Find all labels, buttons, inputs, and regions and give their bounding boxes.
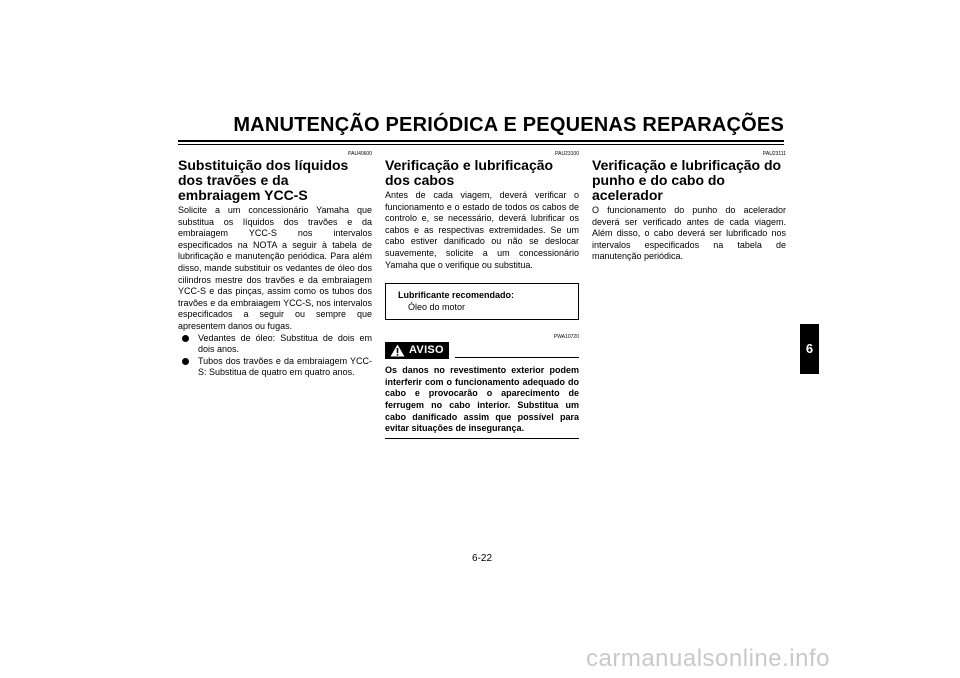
list-item-text: Tubos dos travões e da embraiagem YCC-S: Substitua de quatro em quatro anos. (198, 355, 372, 378)
warning-text: Os danos no revestimento exterior podem interferir com o funcionamento adequado do cabo e provocarão o aparecimento de ferrugem no cabo interior. Substitua um cabo danificado assim que possível para evitar situações de insegurança. (385, 365, 579, 434)
column-cables (385, 150, 579, 439)
section-body: Antes de cada viagem, deverá verificar o funcionamento e o estado de todos os cabos de controlo e, se necessário, deverá lubrificar os cabos e as respectivas extremidades. Se um cabo estiver danificado ou não se deslocar suavemente, solicite a um concessionário Yamaha que o verifique ou substitua. (385, 190, 579, 270)
header-rule-thin (178, 144, 784, 145)
list-item-text: Vedantes de óleo: Substitua de dois em dois anos. (198, 332, 372, 355)
page-number: 6-22 (471, 553, 492, 564)
section-code: PAU23111 (762, 151, 786, 157)
column-throttle (592, 150, 786, 263)
warning-bottom-rule (385, 438, 579, 439)
lubricant-value: Óleo do motor (408, 302, 466, 313)
warning-triangle-icon (390, 344, 405, 357)
column-brake-fluid (178, 150, 372, 379)
header-rule (178, 140, 784, 142)
warning-header (385, 341, 579, 359)
lubricant-heading: Lubrificante recomendado: (398, 290, 515, 301)
section-title: Verificação e lubrificação do punho e do cabo do acelerador (592, 157, 782, 203)
lubricant-box (385, 283, 579, 320)
chapter-tab: 6 (800, 324, 819, 374)
section-body: O funcionamento do punho do acelerador deverá ser verificado antes de cada viagem. Além disso, o cabo deverá ser lubrificado nos intervalos especificados na tabela de manutenção periódica. (592, 205, 786, 262)
list-item (182, 333, 372, 356)
bullet-dot-icon (182, 358, 189, 365)
bullet-dot-icon (182, 335, 189, 342)
section-code: PAU23100 (555, 151, 579, 157)
watermark: carmanualsonline.info (586, 645, 830, 672)
list-item (182, 356, 372, 379)
section-title: Verificação e lubrificação dos cabos (385, 157, 554, 188)
section-body: Solicite a um concessionário Yamaha que substitua os líquidos dos travões e da embraiagem YCC-S nos intervalos especificados na NOTA a seguir à tabela de lubrificação e manutenção periódica. Para além disso, mande substituir os vedantes de óleo dos cilindros mestre dos travões e da embraiagem YCC-S e das pinças, assim como os tubos dos travões e da embraiagem YCC-S, nos intervalos especificados a seguir ou sempre que apresentem danos ou fugas. (178, 205, 372, 331)
warning-badge (385, 342, 449, 359)
warning-label: AVISO (409, 344, 444, 357)
section-code: PAU40600 (348, 151, 372, 157)
page-header-title: MANUTENÇÃO PERIÓDICA E PEQUENAS REPARAÇÕES (233, 114, 784, 136)
warning-header-rule (455, 357, 579, 358)
warning-code: PWA10720 (553, 334, 579, 341)
bullet-list (178, 333, 372, 379)
section-title: Substituição dos líquidos dos travões e da embraiagem YCC-S (178, 157, 349, 203)
